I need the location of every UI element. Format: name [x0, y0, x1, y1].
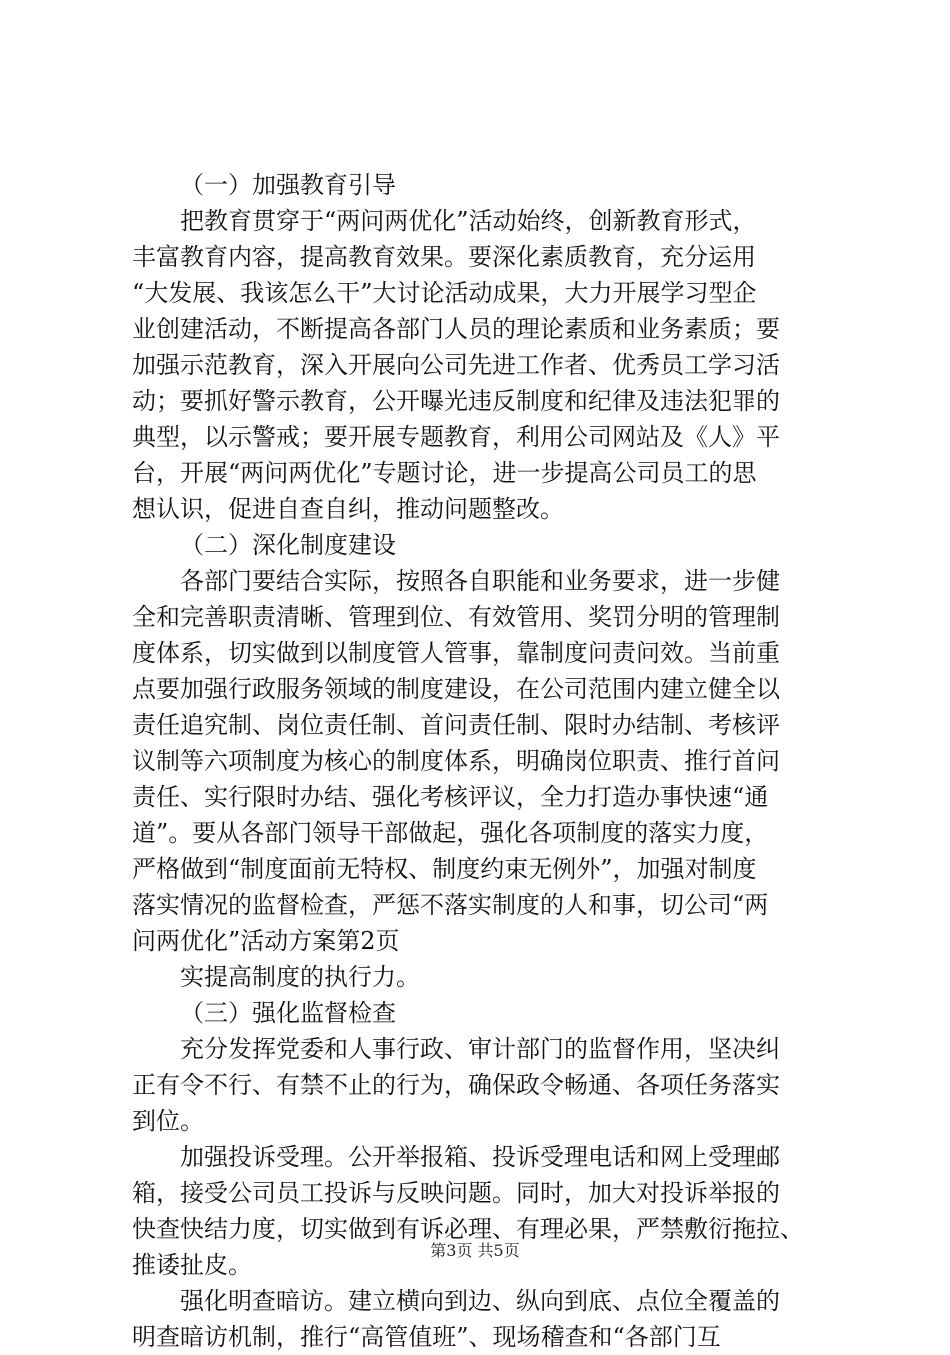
text-line: 业创建活动，不断提高各部门人员的理论素质和业务素质；要	[132, 315, 780, 343]
text-line: 责任、实行限时办结、强化考核评议，全力打造办事快速“通	[132, 783, 769, 811]
document-body	[132, 167, 832, 1355]
text-line: 动；要抓好警示教育，公开曝光违反制度和纪律及违法犯罪的	[132, 387, 780, 415]
text-line: 正有令不行、有禁不止的行为，确保政令畅通、各项任务落实	[132, 1071, 780, 1099]
page-footer: 第3页 共5页	[430, 1241, 520, 1260]
text-line: 加强示范教育，深入开展向公司先进工作者、优秀员工学习活	[132, 351, 780, 379]
text-line: 议制等六项制度为核心的制度体系，明确岗位职责、推行首问	[132, 747, 780, 775]
section-heading: （一）加强教育引导	[180, 171, 396, 199]
text-line: 想认识，促进自查自纠，推动问题整改。	[132, 495, 564, 523]
text-line: 道”。要从各部门领导干部做起，强化各项制度的落实力度，	[132, 819, 769, 847]
text-line: 度体系，切实做到以制度管人管事，靠制度问责问效。当前重	[132, 639, 780, 667]
text-line: 严格做到“制度面前无特权、制度约束无例外”，加强对制度	[132, 855, 757, 883]
text-line: “大发展、我该怎么干”大讨论活动成果，大力开展学习型企	[132, 279, 757, 307]
text-line: 充分发挥党委和人事行政、审计部门的监督作用，坚决纠	[180, 1035, 780, 1063]
text-line: 各部门要结合实际，按照各自职能和业务要求，进一步健	[180, 567, 780, 595]
section-heading: （二）深化制度建设	[180, 531, 396, 559]
text-line: 箱，接受公司员工投诉与反映问题。同时，加大对投诉举报的	[132, 1179, 780, 1207]
text-line: 明查暗访机制，推行“高管值班”、现场稽查和“各部门互	[132, 1323, 721, 1351]
text-line: 推诿扯皮。	[132, 1251, 252, 1279]
text-line: 落实情况的监督检查，严惩不落实制度的人和事，切公司“两	[132, 891, 769, 919]
text-line: 典型，以示警戒；要开展专题教育，利用公司网站及《人》平	[132, 423, 780, 451]
text-line: 全和完善职责清晰、管理到位、有效管用、奖罚分明的管理制	[132, 603, 780, 631]
text-line: 实提高制度的执行力。	[180, 963, 420, 991]
text-line: 快查快结力度，切实做到有诉必理、有理必果，严禁敷衍拖拉、	[132, 1215, 804, 1243]
text-line: 丰富教育内容，提高教育效果。要深化素质教育，充分运用	[132, 243, 756, 271]
text-line: 责任追究制、岗位责任制、首问责任制、限时办结制、考核评	[132, 711, 780, 739]
text-line: 台，开展“两问两优化”专题讨论，进一步提高公司员工的思	[132, 459, 757, 487]
text-line: 把教育贯穿于“两问两优化”活动始终，创新教育形式，	[180, 207, 757, 235]
text-line: 到位。	[132, 1107, 204, 1135]
section-heading: （三）强化监督检查	[180, 999, 396, 1027]
text-line: 点要加强行政服务领域的制度建设，在公司范围内建立健全以	[132, 675, 780, 703]
text-line: 加强投诉受理。公开举报箱、投诉受理电话和网上受理邮	[180, 1143, 780, 1171]
text-line: 问两优化”活动方案第2页	[132, 927, 400, 955]
text-line: 强化明查暗访。建立横向到边、纵向到底、点位全覆盖的	[180, 1287, 780, 1315]
